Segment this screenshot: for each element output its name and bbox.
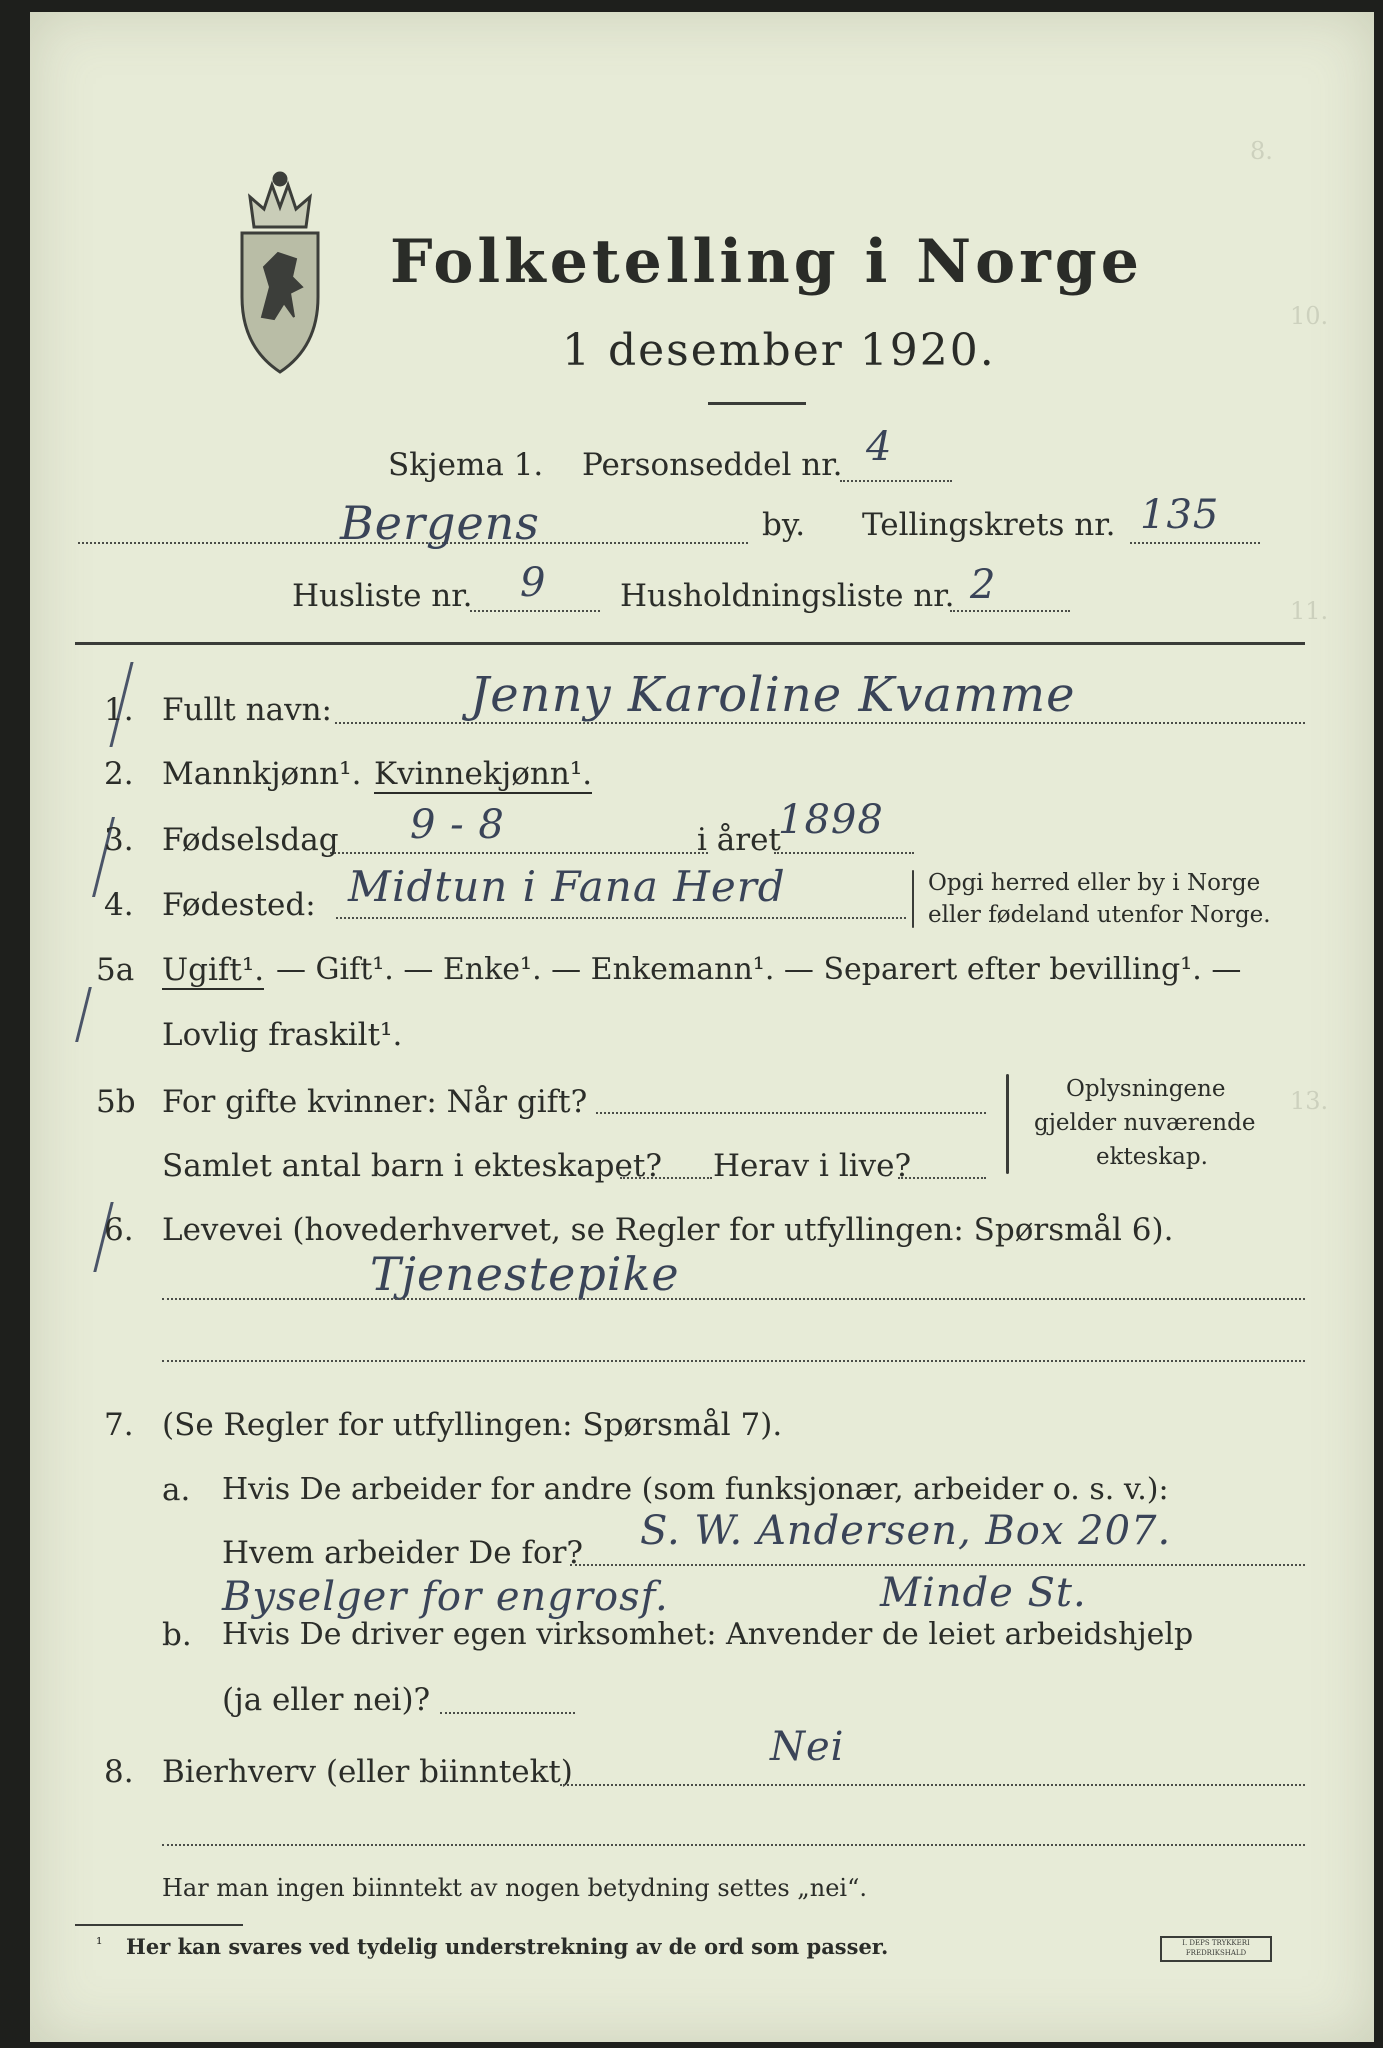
- q4-number: 4.: [104, 887, 134, 923]
- q7-number: 7.: [104, 1407, 134, 1443]
- q5b-note-bracket: [1006, 1074, 1009, 1174]
- husholdning-value: 2: [970, 562, 997, 608]
- q7a-employer-label: Hvem arbeider De for?: [222, 1535, 584, 1571]
- norway-coat-of-arms-icon: [220, 167, 340, 377]
- q5b-note-line2: gjelder nuværende: [1034, 1110, 1256, 1136]
- person-number-value: 4: [866, 424, 893, 470]
- city-value: Bergens: [340, 496, 540, 550]
- q8-label: Bierhverv (eller biinntekt): [162, 1754, 573, 1790]
- q3-date-line: [330, 852, 708, 854]
- q8-number: 8.: [104, 1754, 134, 1790]
- q5b-children-label: Samlet antal barn i ekteskapet?: [162, 1148, 662, 1184]
- q2-male-option: Mannkjønn¹.: [162, 756, 362, 792]
- footer-note: Har man ingen biinntekt av nogen betydning settes „nei“.: [162, 1874, 867, 1902]
- census-date: 1 desember 1920.: [562, 325, 996, 376]
- q5a-other-options: — Gift¹. — Enke¹. — Enkemann¹. — Separert efter bevilling¹. —: [276, 952, 1242, 987]
- census-form-sheet: [30, 12, 1374, 2042]
- q4-note-bracket: [912, 870, 914, 928]
- tellingskrets-line: [1130, 542, 1260, 544]
- q8-line1: [560, 1784, 1305, 1786]
- q4-birthplace-value: Midtun i Fana Herd: [348, 862, 786, 911]
- q7a-position-value: Byselger for engrosf.: [222, 1574, 669, 1620]
- footnote-divider: [75, 1924, 243, 1926]
- q3-birth-year-value: 1898: [778, 797, 884, 843]
- q7a-location-value: Minde St.: [880, 1570, 1087, 1616]
- q1-full-name-value: Jenny Karoline Kvamme: [470, 667, 1076, 723]
- husholdning-label: Husholdningsliste nr.: [620, 578, 955, 614]
- bleed-through-text: 13.: [1290, 1087, 1329, 1115]
- person-number-line: [840, 480, 952, 482]
- husliste-label: Husliste nr.: [292, 578, 473, 614]
- q3-number: 3.: [104, 822, 134, 858]
- q6-line1: [162, 1298, 1305, 1300]
- q1-label: Fullt navn:: [162, 692, 332, 728]
- q2-number: 2.: [104, 756, 134, 792]
- q5b-note-line1: Oplysningene: [1066, 1076, 1226, 1102]
- q6-occupation-value: Tjenestepike: [370, 1247, 680, 1301]
- q1-number: 1.: [104, 692, 134, 728]
- q7a-line1: Hvis De arbeider for andre (som funksjonær, arbeider o. s. v.):: [222, 1472, 1169, 1507]
- q4-note-line2: eller fødeland utenfor Norge.: [928, 902, 1271, 928]
- q7-label: (Se Regler for utfyllingen: Spørsmål 7).: [162, 1407, 783, 1443]
- q5b-when-married-line: [596, 1112, 986, 1114]
- tellingskrets-label: Tellingskrets nr.: [862, 507, 1116, 543]
- q5b-living-line: [898, 1177, 986, 1179]
- q7b-line1: Hvis De driver egen virksomhet: Anvender de leiet arbeidshjelp: [222, 1617, 1194, 1652]
- q3-label: Fødselsdag: [162, 822, 339, 858]
- q4-line: [336, 917, 906, 919]
- footnote-text: Her kan svares ved tydelig understrekning av de ord som passer.: [126, 1934, 889, 1959]
- q4-note-line1: Opgi herred eller by i Norge: [928, 870, 1261, 896]
- q5b-children-line: [620, 1177, 712, 1179]
- header-separator: [75, 642, 1305, 645]
- form-title: Folketelling i Norge: [390, 227, 1143, 297]
- q7a-letter: a.: [162, 1472, 191, 1508]
- bleed-through-text: 11.: [1290, 597, 1329, 625]
- q6-label: Levevei (hovederhvervet, se Regler for utfyllingen: Spørsmål 6).: [162, 1212, 1174, 1248]
- q5a-divorced-option: Lovlig fraskilt¹.: [162, 1017, 403, 1053]
- q5b-note-line3: ekteskap.: [1096, 1144, 1208, 1170]
- person-number-label: Personseddel nr.: [582, 447, 843, 483]
- q7b-letter: b.: [162, 1617, 192, 1653]
- q7b-label: (ja eller nei)?: [222, 1682, 431, 1718]
- q4-label: Fødested:: [162, 887, 316, 923]
- q3-year-label: i året: [697, 822, 781, 858]
- q7a-employer-line: [570, 1564, 1305, 1566]
- husholdning-line: [950, 610, 1070, 612]
- schema-label: Skjema 1.: [388, 447, 544, 483]
- bleed-through-text: 10.: [1290, 302, 1329, 330]
- tellingskrets-value: 135: [1140, 492, 1220, 538]
- q8-secondary-income-value: Nei: [770, 1724, 845, 1770]
- q7b-line: [440, 1712, 575, 1714]
- q5b-number: 5b: [96, 1084, 136, 1120]
- printer-stamp: I. DEPS TRYKKERI FREDRIKSHALD: [1160, 1936, 1272, 1962]
- q5b-living-label: Herav i live?: [713, 1148, 912, 1184]
- q5a-number: 5a: [96, 952, 135, 988]
- q8-line2: [162, 1844, 1305, 1846]
- city-suffix: by.: [762, 507, 806, 543]
- husliste-value: 9: [520, 560, 547, 606]
- q2-female-option: Kvinnekjønn¹.: [374, 756, 593, 792]
- husliste-line: [470, 610, 600, 612]
- check-mark: [75, 987, 92, 1042]
- q3-birth-date-value: 9 - 8: [410, 802, 505, 848]
- q5b-when-married-label: For gifte kvinner: Når gift?: [162, 1084, 588, 1120]
- q3-year-line: [774, 852, 914, 854]
- q7a-employer-value: S. W. Andersen, Box 207.: [640, 1508, 1172, 1554]
- q6-number: 6.: [104, 1212, 134, 1248]
- title-divider: [708, 402, 806, 405]
- q5a-unmarried-option: Ugift¹.: [162, 952, 265, 988]
- bleed-through-text: 8.: [1250, 137, 1273, 165]
- footnote-mark: ¹: [96, 1934, 103, 1953]
- q6-line2: [162, 1360, 1305, 1362]
